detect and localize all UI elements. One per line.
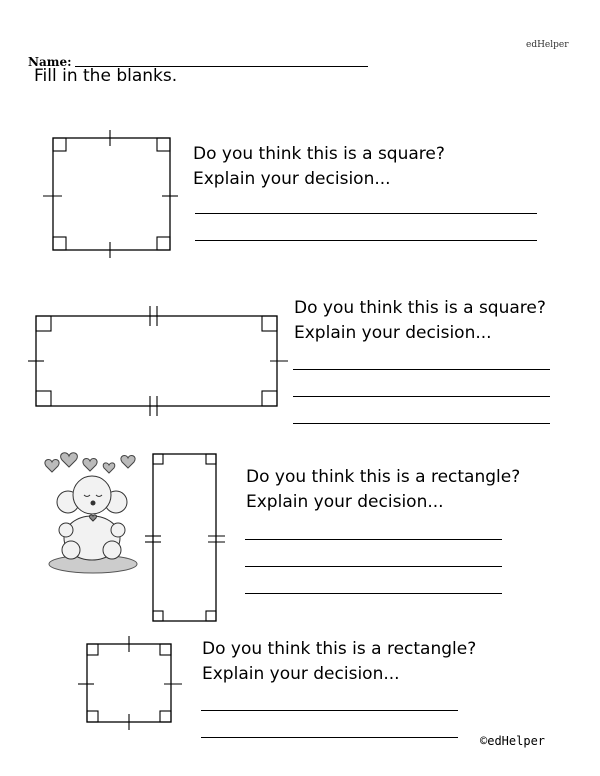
question-1-explain: Explain your decision... [193, 169, 391, 189]
question-3-explain: Explain your decision... [246, 492, 444, 512]
answer-line[interactable] [245, 593, 502, 594]
shape-3-rectangle [143, 450, 233, 625]
shape-4-rectangle [76, 636, 190, 736]
question-3-prompt: Do you think this is a rectangle? [246, 467, 521, 487]
answer-line[interactable] [293, 369, 550, 370]
shape-2-rectangle [28, 304, 290, 416]
answer-line[interactable] [293, 396, 550, 397]
brand-label: edHelper [526, 40, 569, 50]
answer-line[interactable] [293, 423, 550, 424]
question-1-prompt: Do you think this is a square? [193, 144, 445, 164]
question-4-explain: Explain your decision... [202, 664, 400, 684]
copyright-footer: ©edHelper [480, 734, 546, 748]
name-label: Name: [28, 55, 72, 69]
answer-line[interactable] [201, 737, 458, 738]
poodle-with-hearts-icon [38, 450, 148, 580]
answer-line[interactable] [195, 240, 537, 241]
question-2-prompt: Do you think this is a square? [294, 298, 546, 318]
shape-1-square [40, 128, 180, 258]
answer-line[interactable] [201, 710, 458, 711]
answer-line[interactable] [245, 539, 502, 540]
instructions: Fill in the blanks. [34, 66, 178, 86]
answer-line[interactable] [245, 566, 502, 567]
answer-line[interactable] [195, 213, 537, 214]
question-2-explain: Explain your decision... [294, 323, 492, 343]
question-4-prompt: Do you think this is a rectangle? [202, 639, 477, 659]
